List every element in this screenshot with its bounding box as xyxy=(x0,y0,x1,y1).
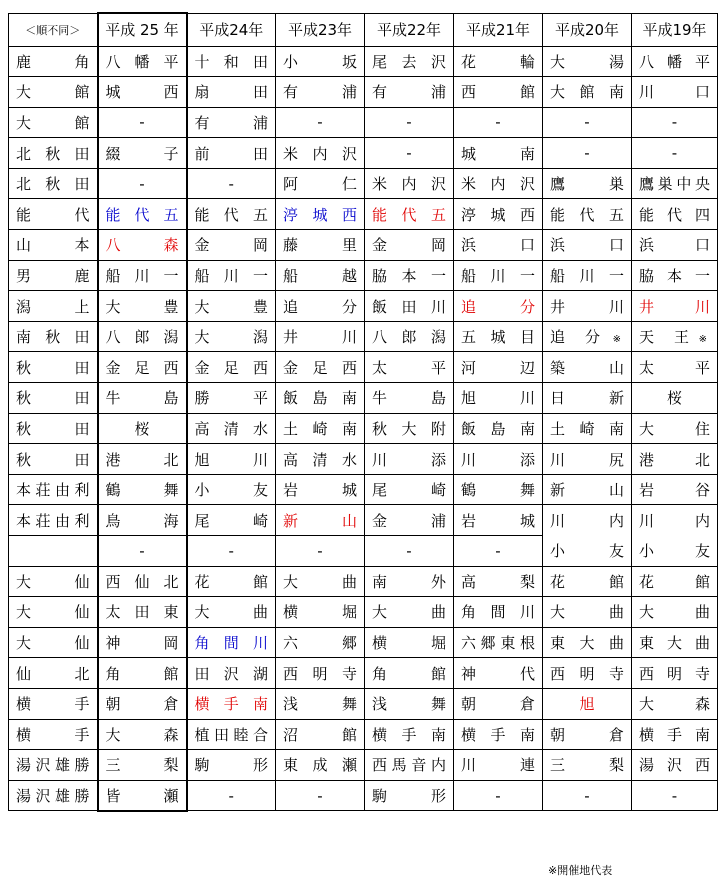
table-row xyxy=(9,566,718,597)
area-cell: 湯沢雄勝 xyxy=(9,750,98,781)
year-header: 平成22年 xyxy=(365,13,454,46)
area-cell: 大 仙 xyxy=(9,597,98,628)
school-cell: 飯 島 南 xyxy=(276,383,365,414)
school-cell: 井 川 xyxy=(632,291,718,322)
school-cell: 花 輪 xyxy=(454,46,543,77)
table-row xyxy=(9,719,718,750)
school-cell: - xyxy=(276,107,365,138)
school-cell: 日 新 xyxy=(543,383,632,414)
school-cell: 鳥 海 xyxy=(98,505,187,536)
area-cell: 秋 田 xyxy=(9,444,98,475)
school-cell: 東 大 曲 xyxy=(632,627,718,658)
school-cell: 岩 城 xyxy=(454,505,543,536)
school-cell: 追 分 xyxy=(454,291,543,322)
school-cell: - xyxy=(187,536,276,567)
school-cell: 岩 城 xyxy=(276,474,365,505)
school-cell: 小 友 xyxy=(543,536,632,567)
school-cell: 八 幡 平 xyxy=(98,46,187,77)
school-cell: 能 代 五 xyxy=(187,199,276,230)
school-cell: 植田睦合 xyxy=(187,719,276,750)
school-cell: - xyxy=(543,780,632,811)
school-cell: 川 尻 xyxy=(543,444,632,475)
area-cell: 本荘由利 xyxy=(9,474,98,505)
school-cell: 能 代 五 xyxy=(98,199,187,230)
school-cell: - xyxy=(543,107,632,138)
area-cell: 秋 田 xyxy=(9,413,98,444)
header-row xyxy=(9,13,718,46)
school-cell: 新 山 xyxy=(543,474,632,505)
school-cell: 旭 川 xyxy=(454,383,543,414)
school-cell: 高 梨 xyxy=(454,566,543,597)
table-row xyxy=(9,168,718,199)
school-cell: - xyxy=(632,138,718,169)
school-cell: 桜 xyxy=(98,413,187,444)
school-cell xyxy=(632,321,718,352)
school-cell: 神 岡 xyxy=(98,627,187,658)
school-cell: 川 添 xyxy=(454,444,543,475)
year-header: 平成23年 xyxy=(276,13,365,46)
year-header: 平成19年 xyxy=(632,13,718,46)
school-cell: 前 田 xyxy=(187,138,276,169)
school-cell: 大 豊 xyxy=(187,291,276,322)
school-cell: 井 川 xyxy=(276,321,365,352)
school-name: 追 分 xyxy=(550,328,600,347)
school-cell: 脇 本 一 xyxy=(365,260,454,291)
area-cell: 秋 田 xyxy=(9,383,98,414)
school-cell: 角 間 川 xyxy=(187,627,276,658)
area-cell: 大 仙 xyxy=(9,566,98,597)
area-cell xyxy=(9,536,98,567)
school-cell: 大 曲 xyxy=(276,566,365,597)
school-cell: 大 森 xyxy=(98,719,187,750)
school-cell: 朝 倉 xyxy=(98,688,187,719)
school-cell: 川 内 xyxy=(543,505,632,536)
school-cell: - xyxy=(632,780,718,811)
table-row xyxy=(9,291,718,322)
school-cell: 川 添 xyxy=(365,444,454,475)
school-cell: 阿 仁 xyxy=(276,168,365,199)
school-cell: 横 手 南 xyxy=(632,719,718,750)
school-cell: 能 代 五 xyxy=(543,199,632,230)
school-cell: 川 口 xyxy=(632,77,718,108)
area-cell: 男 鹿 xyxy=(9,260,98,291)
school-cell: 鶴 舞 xyxy=(454,474,543,505)
table-row xyxy=(9,199,718,230)
school-cell: 旭 川 xyxy=(187,444,276,475)
area-cell: 横 手 xyxy=(9,719,98,750)
school-cell: 駒 形 xyxy=(187,750,276,781)
area-cell: 横 手 xyxy=(9,688,98,719)
school-cell: 太 田 東 xyxy=(98,597,187,628)
table-row xyxy=(9,321,718,352)
area-cell: 本荘由利 xyxy=(9,505,98,536)
table-row xyxy=(9,536,718,567)
table-row xyxy=(9,46,718,77)
table-row xyxy=(9,444,718,475)
school-cell: 飯 島 南 xyxy=(454,413,543,444)
school-cell: 角 館 xyxy=(365,658,454,689)
host-mark: ※ xyxy=(612,334,621,346)
school-cell: - xyxy=(365,107,454,138)
table-row xyxy=(9,627,718,658)
area-cell: 仙 北 xyxy=(9,658,98,689)
school-cell: 角 館 xyxy=(98,658,187,689)
school-cell: 船 川 一 xyxy=(187,260,276,291)
school-cell: 浜 口 xyxy=(454,230,543,261)
school-cell: - xyxy=(98,168,187,199)
year-header: 平成24年 xyxy=(187,13,276,46)
school-cell: - xyxy=(187,780,276,811)
school-cell xyxy=(543,321,632,352)
school-cell: 脇 本 一 xyxy=(632,260,718,291)
school-cell: - xyxy=(187,168,276,199)
school-cell: 大 館 南 xyxy=(543,77,632,108)
school-cell: 西 仙 北 xyxy=(98,566,187,597)
school-cell: 大 森 xyxy=(632,688,718,719)
table-row xyxy=(9,505,718,536)
school-cell: 六 郷 xyxy=(276,627,365,658)
school-cell: 横 堀 xyxy=(276,597,365,628)
area-cell: 能 代 xyxy=(9,199,98,230)
table-row xyxy=(9,230,718,261)
school-name: 天 王 xyxy=(639,328,689,347)
school-cell: - xyxy=(276,536,365,567)
area-cell: 潟 上 xyxy=(9,291,98,322)
school-cell: 船 越 xyxy=(276,260,365,291)
school-cell: 土 崎 南 xyxy=(543,413,632,444)
school-cell: 金 足 西 xyxy=(98,352,187,383)
school-cell: 花 館 xyxy=(543,566,632,597)
school-cell: 朝 倉 xyxy=(543,719,632,750)
area-cell: 秋 田 xyxy=(9,352,98,383)
table-row xyxy=(9,688,718,719)
footnote: ※開催地代表 xyxy=(548,864,613,877)
table-row xyxy=(9,474,718,505)
school-cell: 八 郎 潟 xyxy=(365,321,454,352)
table-row xyxy=(9,138,718,169)
school-cell: 横 手 南 xyxy=(365,719,454,750)
school-cell: 土 崎 南 xyxy=(276,413,365,444)
school-cell: 十 和 田 xyxy=(187,46,276,77)
school-cell: 浜 口 xyxy=(543,230,632,261)
year-header: 平成21年 xyxy=(454,13,543,46)
school-cell: 川 連 xyxy=(454,750,543,781)
school-cell: 六郷東根 xyxy=(454,627,543,658)
school-cell: 大 曲 xyxy=(632,597,718,628)
school-cell: 能 代 五 xyxy=(365,199,454,230)
host-mark: ※ xyxy=(698,334,707,346)
school-cell: 西 明 寺 xyxy=(543,658,632,689)
school-cell: 金 岡 xyxy=(187,230,276,261)
school-cell: 渟 城 西 xyxy=(454,199,543,230)
school-cell: 秋 大 附 xyxy=(365,413,454,444)
school-cell: 五 城 目 xyxy=(454,321,543,352)
table-row xyxy=(9,658,718,689)
area-cell: 鹿 角 xyxy=(9,46,98,77)
school-cell: 南 外 xyxy=(365,566,454,597)
school-cell: 花 館 xyxy=(187,566,276,597)
table-row xyxy=(9,77,718,108)
school-cell: 勝 平 xyxy=(187,383,276,414)
school-cell: 皆 瀬 xyxy=(98,780,187,811)
area-cell: 大 館 xyxy=(9,77,98,108)
school-cell: 旭 xyxy=(543,688,632,719)
area-cell: 湯沢雄勝 xyxy=(9,780,98,811)
school-cell: - xyxy=(276,780,365,811)
school-cell: 飯 田 川 xyxy=(365,291,454,322)
school-cell: 横 堀 xyxy=(365,627,454,658)
school-cell: 高 清 水 xyxy=(187,413,276,444)
school-cell: 朝 倉 xyxy=(454,688,543,719)
school-cell: - xyxy=(365,536,454,567)
school-cell: 牛 島 xyxy=(98,383,187,414)
school-cell: 尾 崎 xyxy=(365,474,454,505)
table-row xyxy=(9,597,718,628)
school-cell: - xyxy=(454,107,543,138)
table-row xyxy=(9,260,718,291)
school-cell: 太 平 xyxy=(632,352,718,383)
school-cell: 大 潟 xyxy=(187,321,276,352)
school-cell: 八 森 xyxy=(98,230,187,261)
school-cell: - xyxy=(632,107,718,138)
results-table xyxy=(8,12,718,812)
table-row xyxy=(9,107,718,138)
school-cell: 大 曲 xyxy=(365,597,454,628)
school-cell: 横 手 南 xyxy=(454,719,543,750)
school-cell: - xyxy=(454,536,543,567)
school-cell: 角 間 川 xyxy=(454,597,543,628)
school-cell: 米 内 沢 xyxy=(276,138,365,169)
school-cell: - xyxy=(454,780,543,811)
school-cell: 大 住 xyxy=(632,413,718,444)
school-cell: - xyxy=(98,536,187,567)
school-cell: 大 曲 xyxy=(187,597,276,628)
school-cell: 岩 谷 xyxy=(632,474,718,505)
school-cell: 城 西 xyxy=(98,77,187,108)
school-cell: 駒 形 xyxy=(365,780,454,811)
school-cell: 追 分 xyxy=(276,291,365,322)
school-cell: 港 北 xyxy=(632,444,718,475)
school-cell: 金 岡 xyxy=(365,230,454,261)
school-cell: 湯 沢 西 xyxy=(632,750,718,781)
area-cell: 南 秋 田 xyxy=(9,321,98,352)
school-cell: 大 曲 xyxy=(543,597,632,628)
school-cell: 金 足 西 xyxy=(276,352,365,383)
school-cell: 神 代 xyxy=(454,658,543,689)
school-cell: 築 山 xyxy=(543,352,632,383)
table-row xyxy=(9,352,718,383)
school-cell: 扇 田 xyxy=(187,77,276,108)
school-cell: 小 友 xyxy=(632,536,718,567)
table-row xyxy=(9,780,718,811)
school-cell: 米 内 沢 xyxy=(454,168,543,199)
school-cell: 船 川 一 xyxy=(543,260,632,291)
school-cell: 大 湯 xyxy=(543,46,632,77)
school-cell: 西 明 寺 xyxy=(276,658,365,689)
school-cell: 川 内 xyxy=(632,505,718,536)
school-cell: 有 浦 xyxy=(187,107,276,138)
area-cell: 大 館 xyxy=(9,107,98,138)
school-cell: 西馬音内 xyxy=(365,750,454,781)
school-cell: 西 館 xyxy=(454,77,543,108)
school-cell: 高 清 水 xyxy=(276,444,365,475)
school-cell: 城 南 xyxy=(454,138,543,169)
school-cell: - xyxy=(365,138,454,169)
area-cell: 北 秋 田 xyxy=(9,168,98,199)
table-row xyxy=(9,383,718,414)
school-cell: 桜 xyxy=(632,383,718,414)
school-cell: 尾 崎 xyxy=(187,505,276,536)
school-cell: 金 浦 xyxy=(365,505,454,536)
school-cell: 有 浦 xyxy=(276,77,365,108)
school-cell: 河 辺 xyxy=(454,352,543,383)
school-cell: 綴 子 xyxy=(98,138,187,169)
year-header: 平成 25 年 xyxy=(98,13,187,46)
school-cell: 小 友 xyxy=(187,474,276,505)
table-row xyxy=(9,413,718,444)
school-cell: - xyxy=(543,138,632,169)
school-cell: 渟 城 西 xyxy=(276,199,365,230)
school-cell: 藤 里 xyxy=(276,230,365,261)
school-cell: 鷹 巣 xyxy=(543,168,632,199)
school-cell: 井 川 xyxy=(543,291,632,322)
school-cell: 有 浦 xyxy=(365,77,454,108)
school-cell: 西 明 寺 xyxy=(632,658,718,689)
area-cell: 山 本 xyxy=(9,230,98,261)
school-cell: 浅 舞 xyxy=(276,688,365,719)
school-cell: 船 川 一 xyxy=(454,260,543,291)
school-cell: 田 沢 湖 xyxy=(187,658,276,689)
school-cell: 金 足 西 xyxy=(187,352,276,383)
school-cell: 八 郎 潟 xyxy=(98,321,187,352)
school-cell: 小 坂 xyxy=(276,46,365,77)
year-header: 平成20年 xyxy=(543,13,632,46)
area-cell: 北 秋 田 xyxy=(9,138,98,169)
school-cell: 能 代 四 xyxy=(632,199,718,230)
school-cell: 浜 口 xyxy=(632,230,718,261)
school-cell: 米 内 沢 xyxy=(365,168,454,199)
school-cell: 大 豊 xyxy=(98,291,187,322)
school-cell: 太 平 xyxy=(365,352,454,383)
school-cell: 船 川 一 xyxy=(98,260,187,291)
school-cell: 尾 去 沢 xyxy=(365,46,454,77)
school-cell: 新 山 xyxy=(276,505,365,536)
school-cell: 沼 館 xyxy=(276,719,365,750)
school-cell: 横 手 南 xyxy=(187,688,276,719)
school-cell: 浅 舞 xyxy=(365,688,454,719)
school-cell: 東 成 瀬 xyxy=(276,750,365,781)
table-row xyxy=(9,750,718,781)
school-cell: 花 館 xyxy=(632,566,718,597)
order-note: ＜順不同＞ xyxy=(9,13,98,46)
school-cell: 三 梨 xyxy=(543,750,632,781)
school-cell: 鷹巣中央 xyxy=(632,168,718,199)
school-cell: 八 幡 平 xyxy=(632,46,718,77)
school-cell: 鶴 舞 xyxy=(98,474,187,505)
school-cell: 三 梨 xyxy=(98,750,187,781)
area-cell: 大 仙 xyxy=(9,627,98,658)
school-cell: - xyxy=(98,107,187,138)
school-cell: 牛 島 xyxy=(365,383,454,414)
school-cell: 港 北 xyxy=(98,444,187,475)
school-cell: 東 大 曲 xyxy=(543,627,632,658)
